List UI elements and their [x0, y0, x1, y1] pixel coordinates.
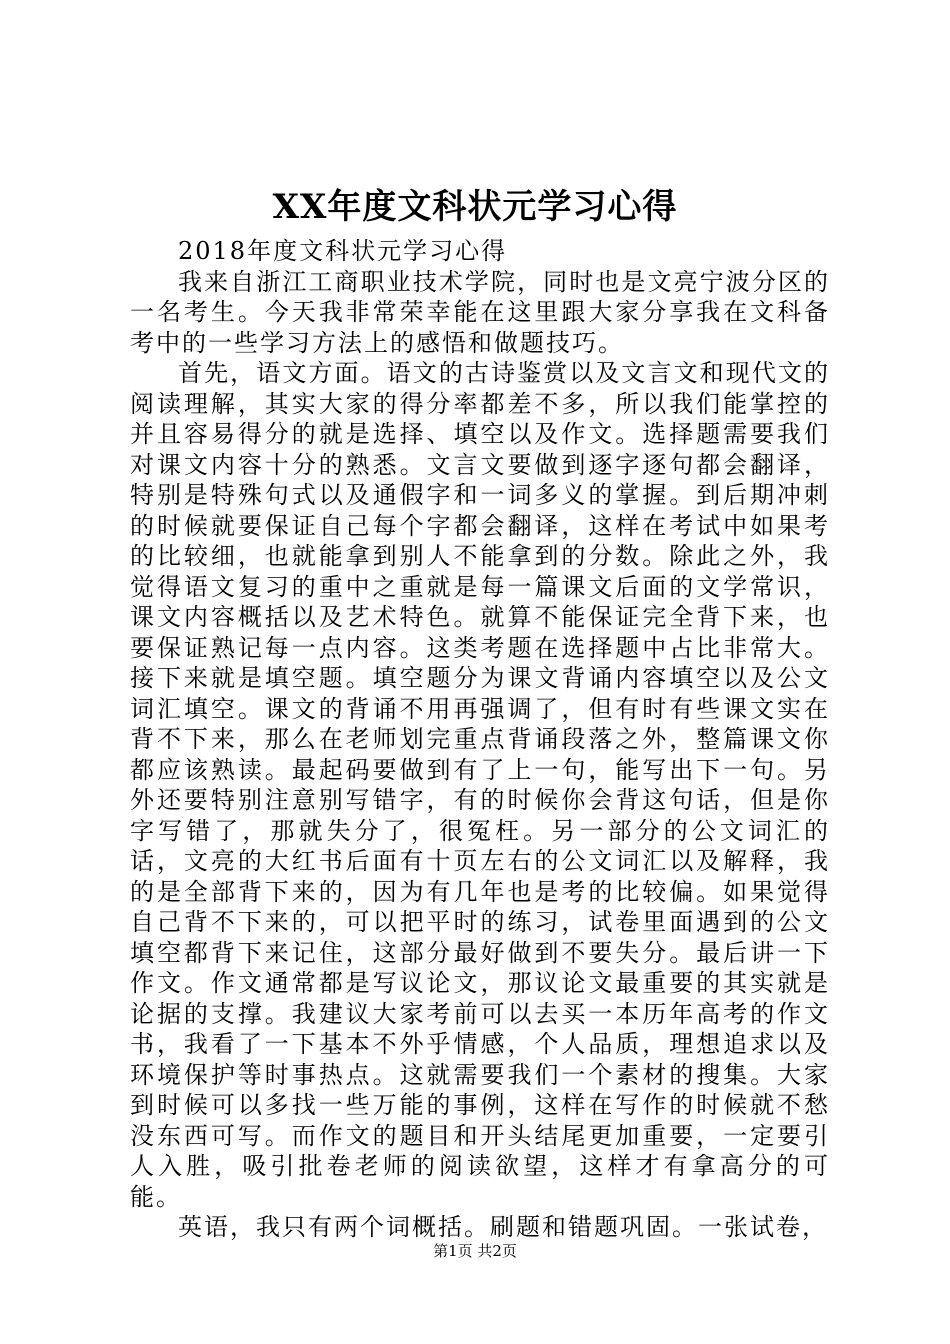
paragraph: 我来自浙江工商职业技术学院，同时也是文亮宁波分区的一名考生。今天我非常荣幸能在这里跟大家分享我在文科备考中的一些学习方法上的感悟和做题技巧。 — [130, 267, 830, 357]
document-subtitle: 2018年度文科状元学习心得 — [178, 237, 508, 265]
page-footer: 第1页 共2页 — [433, 1242, 517, 1260]
paragraph: 首先，语文方面。语文的古诗鉴赏以及文言文和现代文的阅读理解，其实大家的得分率都差不多，所以我们能掌控的并且容易得分的就是选择、填空以及作文。选择题需要我们对课文内容十分的熟悉。文言文要做到逐字逐句都会翻译，特别是特殊句式以及通假字和一词多义的掌握。到后期冲刺的时候就要保证自己每个字都会翻译，这样在考试中如果考的比较细，也就能拿到别人不能拿到的分数。除此之外，我觉得语文复习的重中之重就是每一篇课文后面的文学常识，课文内容概括以及艺术特色。就算不能保证完全背下来，也要保证熟记每一点内容。这类考题在选择题中占比非常大。接下来就是填空题。填空题分为课文背诵内容填空以及公文词汇填空。课文的背诵不用再强调了，但有时有些课文实在背不下来，那么在老师划完重点背诵段落之外，整篇课文你都应该熟读。最起码要做到有了上一句，能写出下一句。另外还要特别注意别写错字，有的时候你会背这句话，但是你字写错了，那就失分了，很冤枉。另一部分的公文词汇的话，文亮的大红书后面有十页左右的公文词汇以及解释，我的是全部背下来的，因为有几年也是考的比较偏。如果觉得自己背不下来的，可以把平时的练习，试卷里面遇到的公文填空都背下来记住，这部分最好做到不要失分。最后讲一下作文。作文通常都是写议论文，那议论文最重要的其实就是论据的支撑。我建议大家考前可以去买一本历年高考的作文书，我看了一下基本不外乎情感，个人品质，理想追求以及环境保护等时事热点。这就需要我们一个素材的搜集。大家到时候可以多找一些万能的事例，这样在写作的时候就不愁没东西可写。而作文的题目和开头结尾更加重要，一定要引人入胜，吸引批卷老师的阅读欲望，这样才有拿高分的可能。 — [130, 359, 830, 1211]
document-title: XX年度文科状元学习心得 — [272, 187, 678, 227]
paragraph: 英语，我只有两个词概括。刷题和错题巩固。一张试卷， — [178, 1213, 828, 1241]
document-body — [130, 236, 830, 1243]
